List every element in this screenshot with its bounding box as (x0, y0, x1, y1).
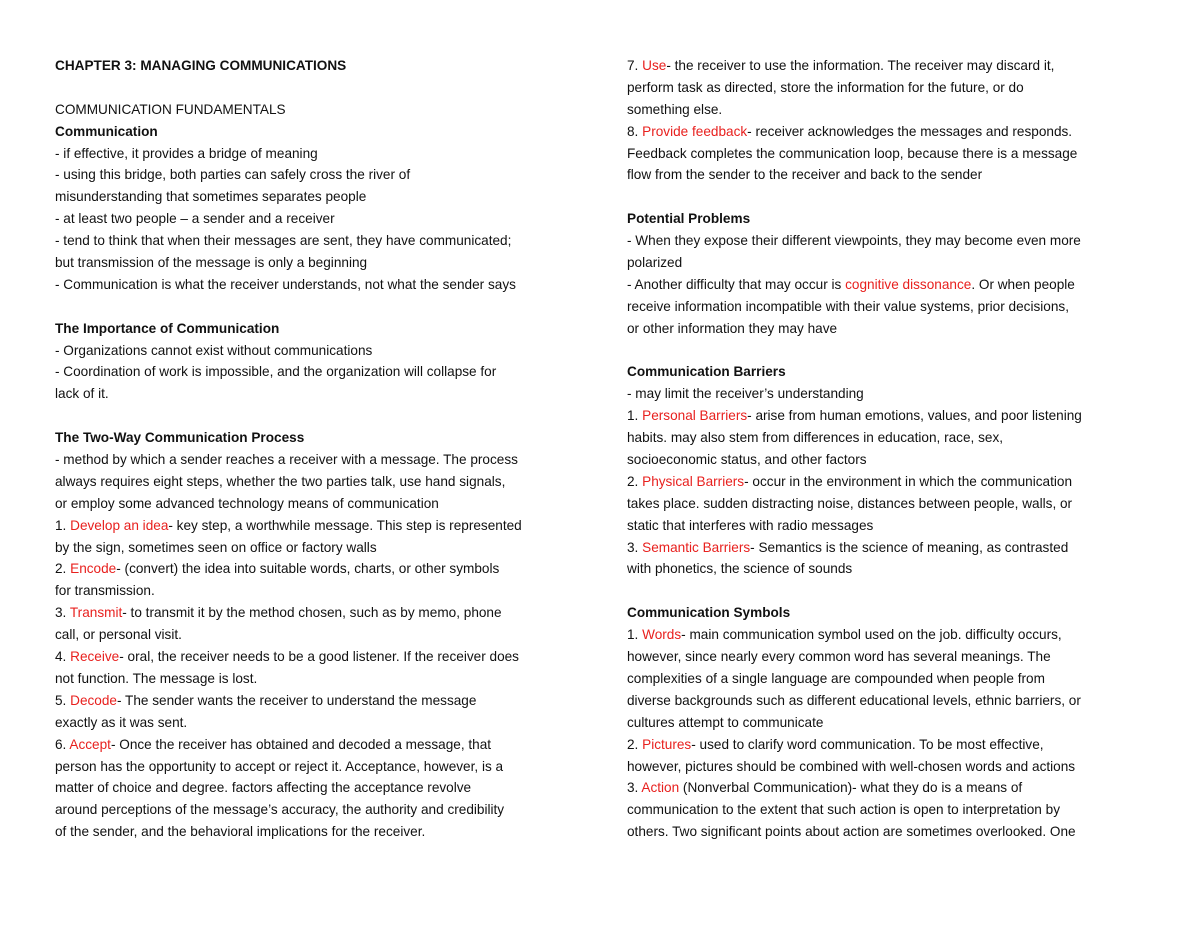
text-line: matter of choice and degree. factors affecting the acceptance revolve (55, 780, 472, 796)
step-8 (627, 121, 1157, 143)
step-5 (55, 690, 585, 712)
spacer (55, 296, 585, 318)
step-number: 3. (55, 605, 70, 621)
text-line: around perceptions of the message’s accuracy, the authority and credibility (55, 802, 505, 818)
step-number: 2. (55, 561, 71, 577)
text-line: diverse backgrounds such as different educational levels, ethnic barriers, or (627, 692, 1081, 708)
step-7 (627, 55, 1157, 77)
text-line: - at least two people – a sender and a receiver (55, 211, 335, 227)
spacer (627, 580, 1157, 602)
text-line: socioeconomic status, and other factors (627, 452, 867, 468)
step-text: - oral, the receiver needs to be a good listener. If the receiver does (119, 649, 519, 665)
step-term: Decode (70, 692, 117, 708)
text-line: exactly as it was sent. (55, 714, 188, 730)
step-text: - to transmit it by the method chosen, such as by memo, phone (122, 605, 502, 621)
item-text: - main communication symbol used on the job. difficulty occurs, (681, 627, 1062, 643)
text-line: complexities of a single language are compounded when people from (627, 670, 1045, 686)
item-number: 2. (627, 736, 643, 752)
text-line: cultures attempt to communicate (627, 714, 824, 730)
section-title: COMMUNICATION FUNDAMENTALS (55, 101, 286, 117)
step-term: Transmit (69, 605, 123, 621)
item-text: - occur in the environment in which the communication (744, 473, 1073, 489)
text-line: something else. (627, 101, 723, 117)
step-number: 7. (627, 58, 643, 73)
right-column (627, 55, 1157, 843)
step-text: - receiver acknowledges the messages and responds. (747, 123, 1073, 139)
step-term: Provide feedback (642, 123, 748, 139)
step-4 (55, 646, 585, 668)
text-line: but transmission of the message is only a beginning (55, 255, 368, 271)
text-line: with phonetics, the science of sounds (627, 561, 853, 577)
text-segment: - Another difficulty that may occur is (627, 276, 846, 292)
text-line: - using this bridge, both parties can safely cross the river of (55, 167, 411, 183)
item-number: 3. (627, 539, 643, 555)
text-segment: . Or when people (971, 276, 1075, 292)
item-number: 3. (627, 780, 642, 796)
barrier-1 (627, 405, 1157, 427)
text-line: Feedback completes the communication loop, because there is a message (627, 145, 1078, 161)
text-line: misunderstanding that sometimes separates people (55, 189, 367, 205)
text-line: by the sign, sometimes seen on office or factory walls (55, 539, 377, 555)
step-text: - key step, a worthwhile message. This step is represented (168, 517, 522, 533)
step-text: - Once the receiver has obtained and decoded a message, that (110, 736, 492, 752)
step-text: - The sender wants the receiver to understand the message (116, 692, 477, 708)
item-number: 2. (627, 473, 643, 489)
step-term: Develop an idea (70, 517, 169, 533)
text-line: person has the opportunity to accept or reject it. Acceptance, however, is a (55, 758, 504, 774)
text-line: - Communication is what the receiver understands, not what the sender says (55, 276, 516, 292)
item-text: - used to clarify word communication. To be most effective, (691, 736, 1044, 752)
step-number: 6. (55, 736, 70, 752)
item-term: Personal Barriers (642, 408, 748, 424)
step-number: 8. (627, 123, 643, 139)
step-2 (55, 558, 585, 580)
text-line: lack of it. (55, 386, 109, 402)
step-number: 5. (55, 692, 71, 708)
heading-importance: The Importance of Communication (55, 320, 280, 336)
text-line: or employ some advanced technology means of communication (55, 495, 439, 511)
symbol-2 (627, 734, 1157, 756)
left-column (55, 55, 585, 843)
text-line: receive information incompatible with their value systems, prior decisions, (627, 298, 1069, 314)
item-number: 1. (627, 627, 643, 643)
spacer (55, 405, 585, 427)
text-line: or other information they may have (627, 320, 838, 336)
spacer (55, 77, 585, 99)
step-text: - the receiver to use the information. The receiver may discard it, (666, 58, 1055, 73)
text-line: however, since nearly every common word has several meanings. The (627, 649, 1051, 665)
text-line: others. Two significant points about action are sometimes overlooked. One (627, 824, 1076, 840)
text-line: of the sender, and the behavioral implications for the receiver. (55, 824, 426, 840)
text-line: - When they expose their different viewpoints, they may become even more (627, 233, 1081, 249)
step-term: Receive (70, 649, 120, 665)
heading-communication-barriers: Communication Barriers (627, 364, 786, 380)
text-line: polarized (627, 255, 683, 271)
text-line: not function. The message is lost. (55, 670, 258, 686)
item-term: Physical Barriers (642, 473, 745, 489)
item-term: Words (642, 627, 682, 643)
step-text: - (convert) the idea into suitable words, charts, or other symbols (116, 561, 500, 577)
item-term: Action (641, 780, 680, 796)
text-line: - may limit the receiver’s understanding (627, 386, 864, 402)
heading-communication: Communication (55, 123, 158, 139)
text-line: always requires eight steps, whether the two parties talk, use hand signals, (55, 473, 506, 489)
step-term: Encode (70, 561, 117, 577)
step-number: 4. (55, 649, 71, 665)
text-line: habits. may also stem from differences in education, race, sex, (627, 430, 1004, 446)
step-term: Accept (69, 736, 111, 752)
step-1 (55, 515, 585, 537)
text-line: communication to the extent that such action is open to interpretation by (627, 802, 1060, 818)
text-line: perform task as directed, store the information for the future, or do (627, 79, 1024, 95)
item-text: - arise from human emotions, values, and poor listening (747, 408, 1082, 424)
symbol-1 (627, 624, 1157, 646)
step-6 (55, 734, 585, 756)
text-line: - Coordination of work is impossible, and the organization will collapse for (55, 364, 497, 380)
text-line: - if effective, it provides a bridge of meaning (55, 145, 318, 161)
heading-two-way-process: The Two-Way Communication Process (55, 430, 305, 446)
text-line (627, 274, 1157, 296)
text-line: static that interferes with radio messages (627, 517, 874, 533)
barrier-2 (627, 471, 1157, 493)
text-line: however, pictures should be combined with well-chosen words and actions (627, 758, 1076, 774)
chapter-title: CHAPTER 3: MANAGING COMMUNICATIONS (55, 58, 347, 73)
barrier-3 (627, 537, 1157, 559)
item-term: Semantic Barriers (642, 539, 751, 555)
text-line: takes place. sudden distracting noise, distances between people, walls, or (627, 495, 1073, 511)
step-number: 1. (55, 517, 71, 533)
text-line: for transmission. (55, 583, 155, 599)
heading-communication-symbols: Communication Symbols (627, 605, 791, 621)
step-3 (55, 602, 585, 624)
text-line: call, or personal visit. (55, 627, 182, 643)
item-term: Pictures (642, 736, 692, 752)
symbol-3 (627, 777, 1157, 799)
item-text: (Nonverbal Communication)- what they do is a means of (679, 780, 1023, 796)
item-text: - Semantics is the science of meaning, as contrasted (750, 539, 1069, 555)
text-line: flow from the sender to the receiver and back to the sender (627, 167, 983, 183)
text-line: - tend to think that when their messages are sent, they have communicated; (55, 233, 512, 249)
text-line: - Organizations cannot exist without communications (55, 342, 373, 358)
text-line: - method by which a sender reaches a receiver with a message. The process (55, 452, 518, 468)
item-number: 1. (627, 408, 643, 424)
key-term: cognitive dissonance (845, 276, 972, 292)
heading-potential-problems: Potential Problems (627, 211, 751, 227)
spacer (627, 186, 1157, 208)
spacer (627, 340, 1157, 362)
step-term: Use (642, 58, 667, 73)
